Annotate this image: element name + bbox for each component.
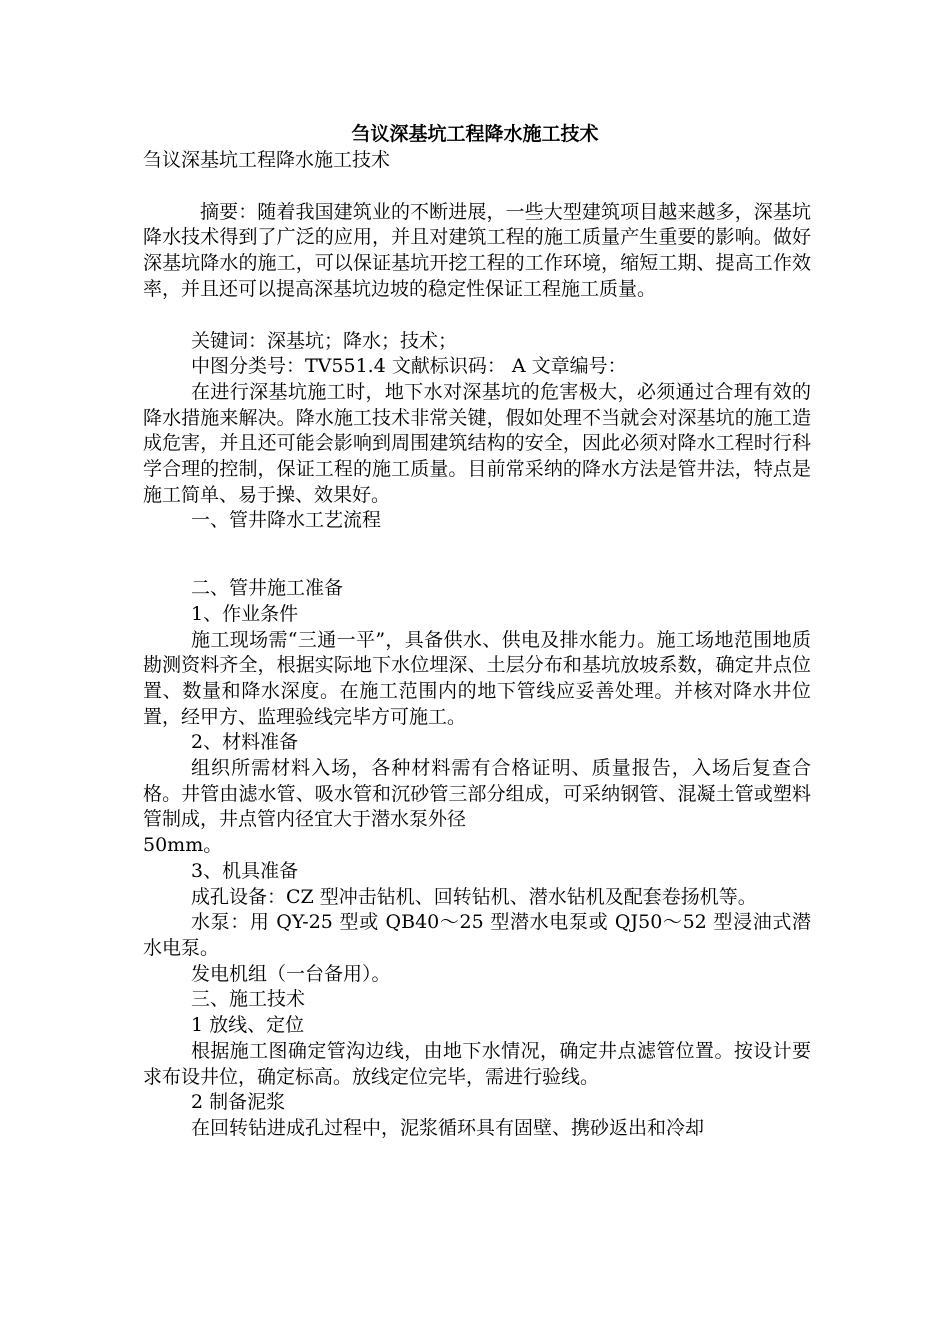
section-heading: 一、管井降水工艺流程 bbox=[191, 509, 382, 532]
classification-line: 中图分类号：TV551.4 文献标识码： A 文章编号： bbox=[191, 355, 627, 378]
body-paragraph: 成孔设备：CZ 型冲击钻机、回转钻机、潜水钻机及配套卷扬机等。 bbox=[191, 885, 757, 908]
spacer bbox=[143, 174, 811, 200]
document-title: 刍议深基坑工程降水施工技术 bbox=[351, 123, 599, 145]
keywords-line: 关键词：深基坑；降水；技术； bbox=[191, 329, 458, 352]
document-body bbox=[143, 148, 811, 1142]
body-paragraph: 根据施工图确定管沟边线，由地下水情况，确定井点滤管位置。按设计要求布设井位，确定标高。放线定位完毕，需进行验线。 bbox=[143, 1039, 811, 1088]
subsection-heading: 2、材料准备 bbox=[191, 731, 299, 754]
subsection-heading: 1 放线、定位 bbox=[191, 1014, 305, 1037]
body-paragraph: 组织所需材料入场，各种材料需有合格证明、质量报告，入场后复查合格。井管由滤水管、吸水管和沉砂管三部分组成，可采纳钢管、混凝土管或塑料管制成，井点管内径宜大于潜水泵外径 bbox=[143, 757, 811, 831]
spacer bbox=[143, 303, 811, 329]
spacer bbox=[143, 534, 811, 576]
body-paragraph: 水泵：用 QY-25 型或 QB40～25 型潜水电泵或 QJ50～52 型浸油式潜水电泵。 bbox=[143, 911, 811, 959]
body-paragraph: 在回转钻进成孔过程中，泥浆循环具有固壁、携砂返出和冷却 bbox=[191, 1116, 705, 1139]
subsection-heading: 2 制备泥浆 bbox=[191, 1091, 286, 1114]
document-subtitle: 刍议深基坑工程降水施工技术 bbox=[143, 149, 391, 171]
subsection-heading: 1、作业条件 bbox=[191, 602, 299, 625]
body-paragraph: 发电机组（一台备用）。 bbox=[191, 962, 391, 985]
subsection-heading: 3、机具准备 bbox=[191, 859, 299, 882]
abstract-paragraph: 摘要：随着我国建筑业的不断进展，一些大型建筑项目越来越多，深基坑降水技术得到了广泛的应用，并且对建筑工程的施工质量产生重要的影响。做好深基坑降水的施工，可以保证基坑开挖工程的工作环境，缩短工期、提高工作效率，并且还可以提高深基坑边坡的稳定性保证工程施工质量。 bbox=[143, 200, 811, 300]
section-heading: 三、施工技术 bbox=[191, 988, 306, 1011]
body-paragraph: 施工现场需“三通一平”，具备供水、供电及排水能力。施工场地范围地质勘测资料齐全，根据实际地下水位埋深、土层分布和基坑放坡系数，确定井点位置、数量和降水深度。在施工范围内的地下管线应妥善处理。并核对降水井位置，经甲方、监理验线完毕方可施工。 bbox=[143, 628, 811, 728]
body-paragraph-tail: 50mm。 bbox=[143, 834, 223, 857]
section-heading: 二、管井施工准备 bbox=[191, 577, 344, 600]
intro-paragraph: 在进行深基坑施工时，地下水对深基坑的危害极大，必须通过合理有效的降水措施来解决。降水施工技术非常关键，假如处理不当就会对深基坑的施工造成危害，并且还可能会影响到周围建筑结构的安全，因此必须对降水工程时行科学合理的控制，保证工程的施工质量。目前常采纳的降水方法是管井法，特点是施工简单、易于操、效果好。 bbox=[143, 380, 811, 506]
